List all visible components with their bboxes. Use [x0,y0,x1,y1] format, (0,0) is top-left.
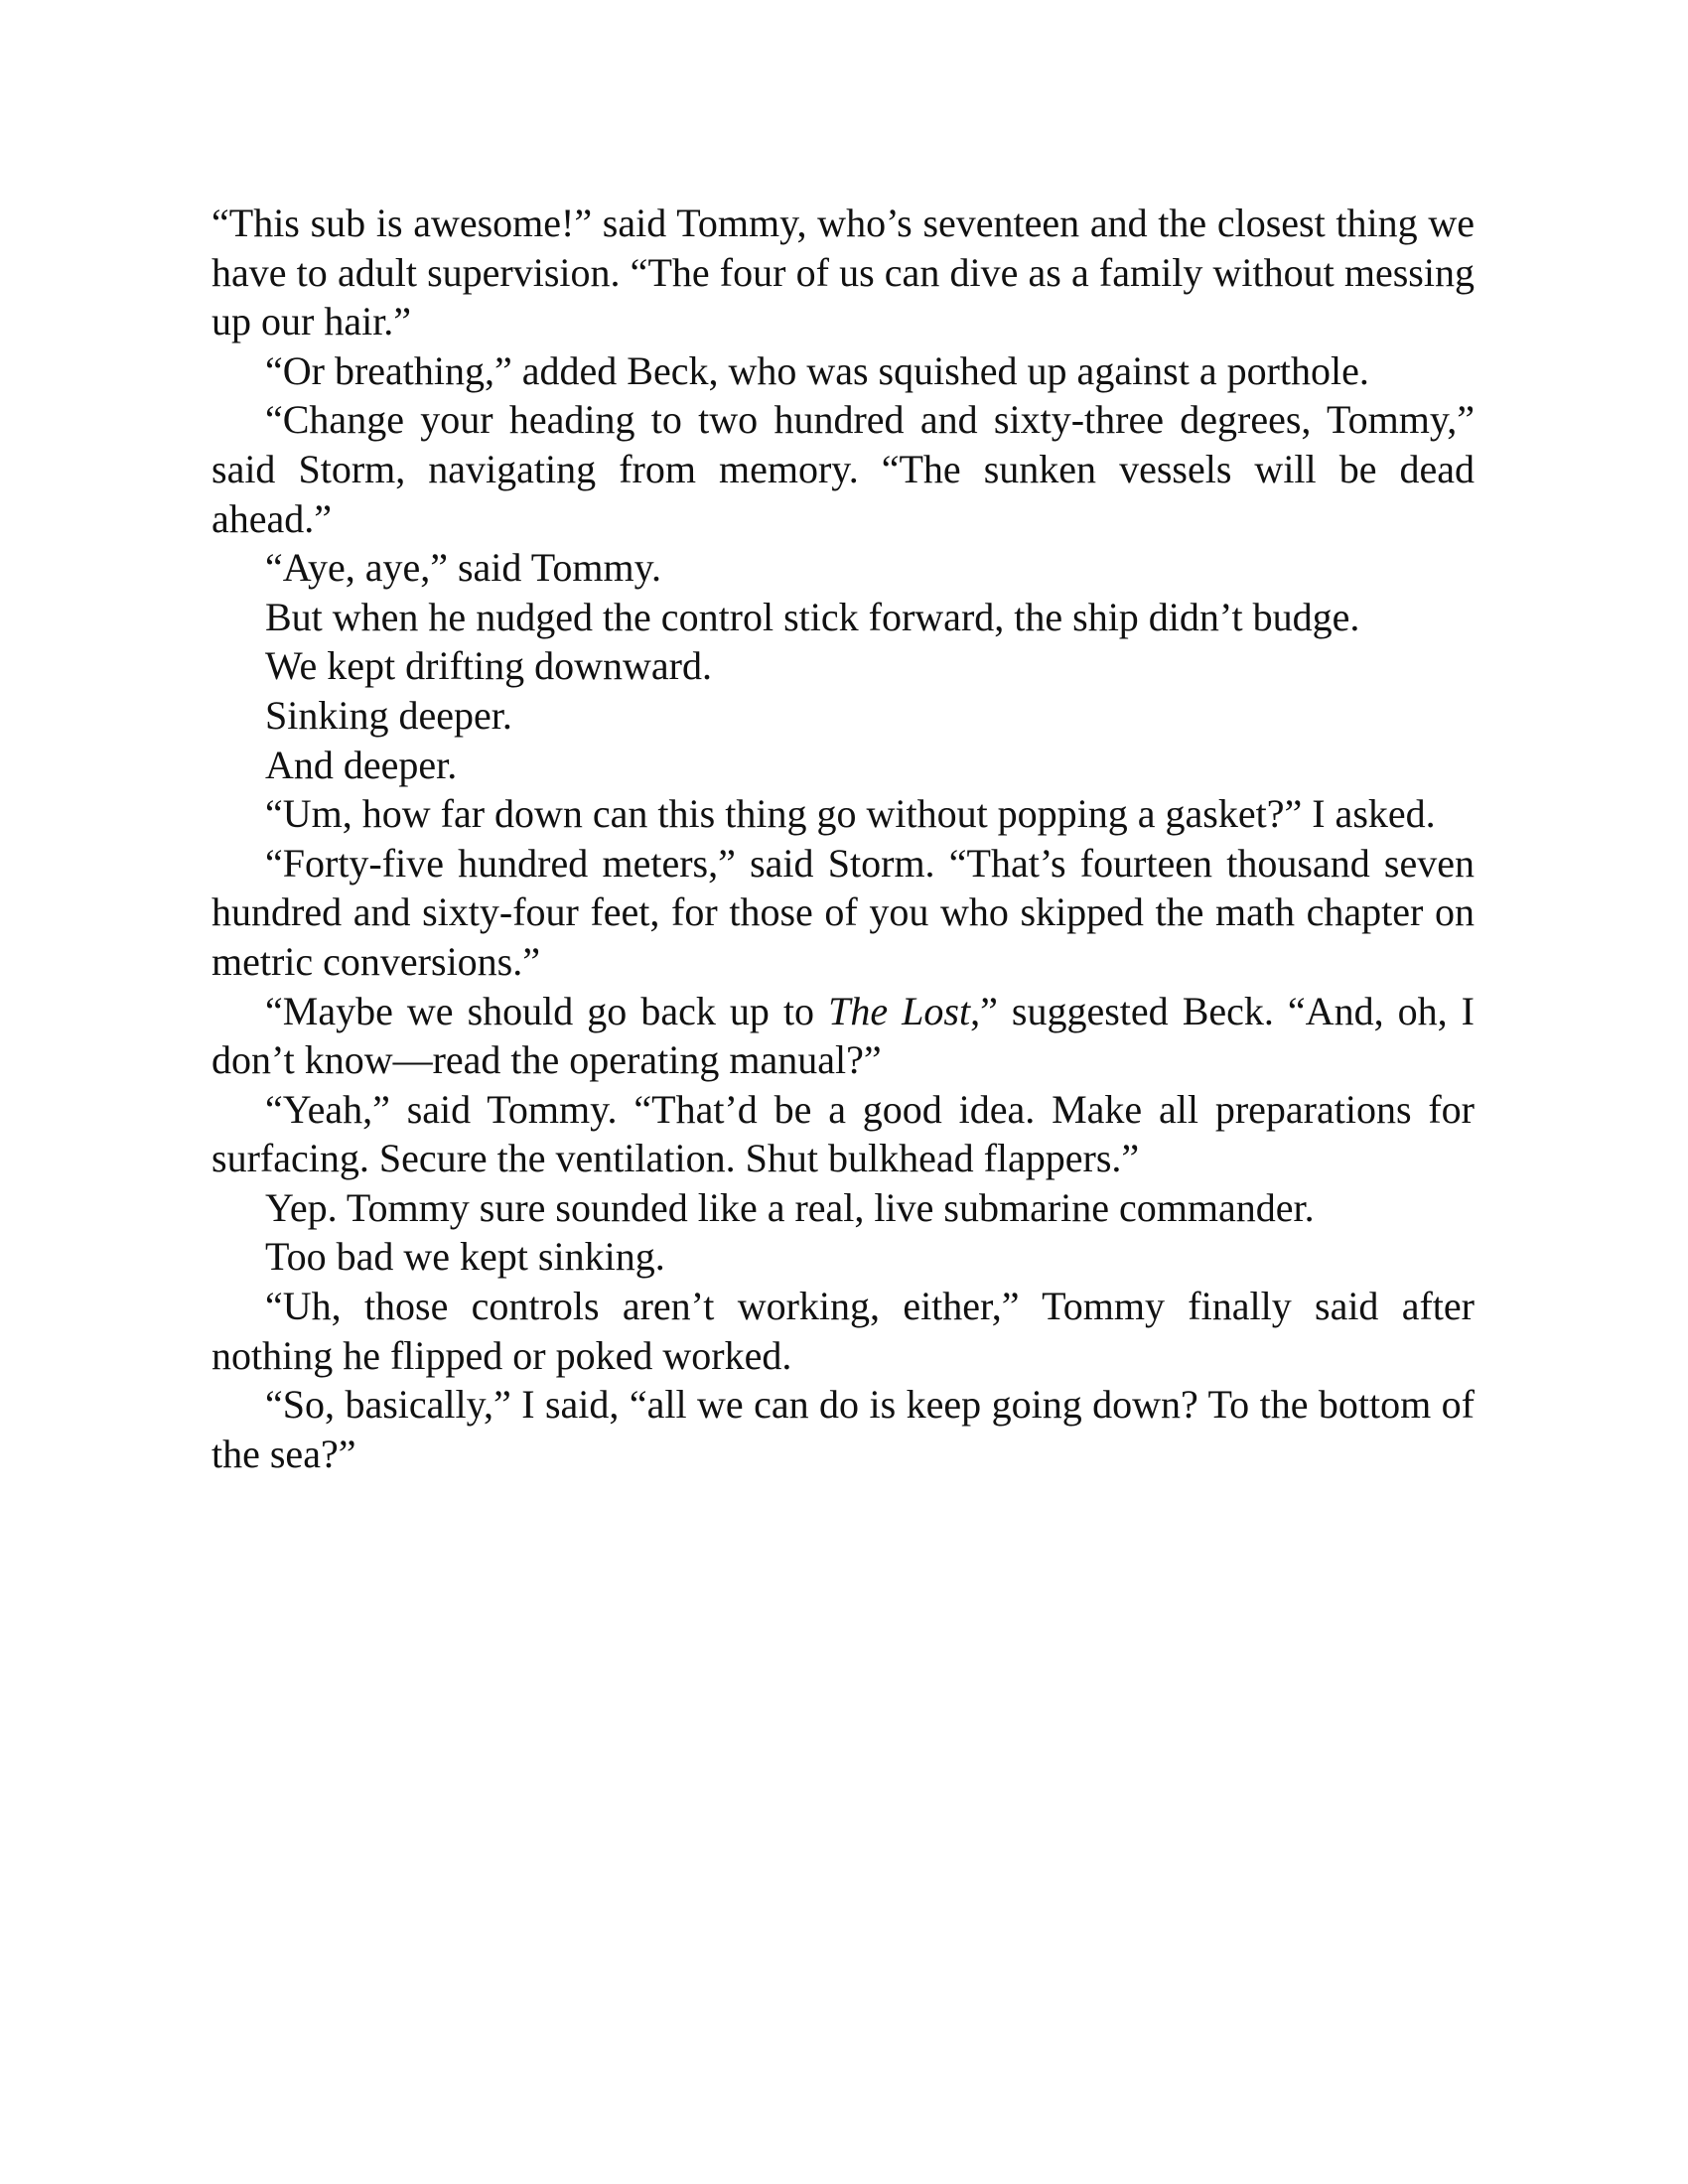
paragraph: But when he nudged the control stick forward, the ship didn’t budge. [265,594,1360,639]
paragraph: “This sub is awesome!” said Tommy, who’s seventeen and the closest thing we have to adult supervision. “The four of us can dive as a family without messing up our hair.” [211,201,1475,344]
paragraph: “Um, how far down can this thing go without popping a gasket?” I asked. [265,791,1436,837]
paragraph: Sinking deeper. [265,692,512,738]
paragraph: “Uh, those controls aren’t working, either,” Tommy finally said after nothing he flipped or poked worked. [211,1284,1475,1378]
paragraph: “Or breathing,” added Beck, who was squished up against a porthole. [265,347,1369,393]
paragraph: “Aye, aye,” said Tommy. [265,545,661,591]
italic-ship-name: The Lost [828,988,971,1033]
paragraph: And deeper. [265,742,458,787]
paragraph: “So, basically,” I said, “all we can do is keep going down? To the bottom of the sea?” [211,1382,1475,1476]
page-body [211,199,1475,1478]
paragraph: Yep. Tommy sure sounded like a real, live submarine commander. [265,1184,1315,1230]
paragraph: We kept drifting downward. [265,643,712,689]
paragraph-text-after: ,” suggested Beck. “And, oh, I don’t know—read the operating manual?” [211,988,1475,1083]
paragraph-with-italic-title [211,987,1475,1085]
paragraph: “Yeah,” said Tommy. “That’d be a good idea. Make all preparations for surfacing. Secure the ventilation. Shut bulkhead flappers.” [211,1086,1475,1181]
paragraph: “Change your heading to two hundred and sixty-three degrees, Tommy,” said Storm, navigating from memory. “The sunken vessels will be dead ahead.” [211,397,1475,541]
paragraph: “Forty-five hundred meters,” said Storm. “That’s fourteen thousand seven hundred and sixty-four feet, for those of you who skipped the math chapter on metric conversions.” [211,840,1475,984]
paragraph: Too bad we kept sinking. [265,1234,665,1280]
paragraph-text-before: “Maybe we should go back up to [265,988,829,1033]
